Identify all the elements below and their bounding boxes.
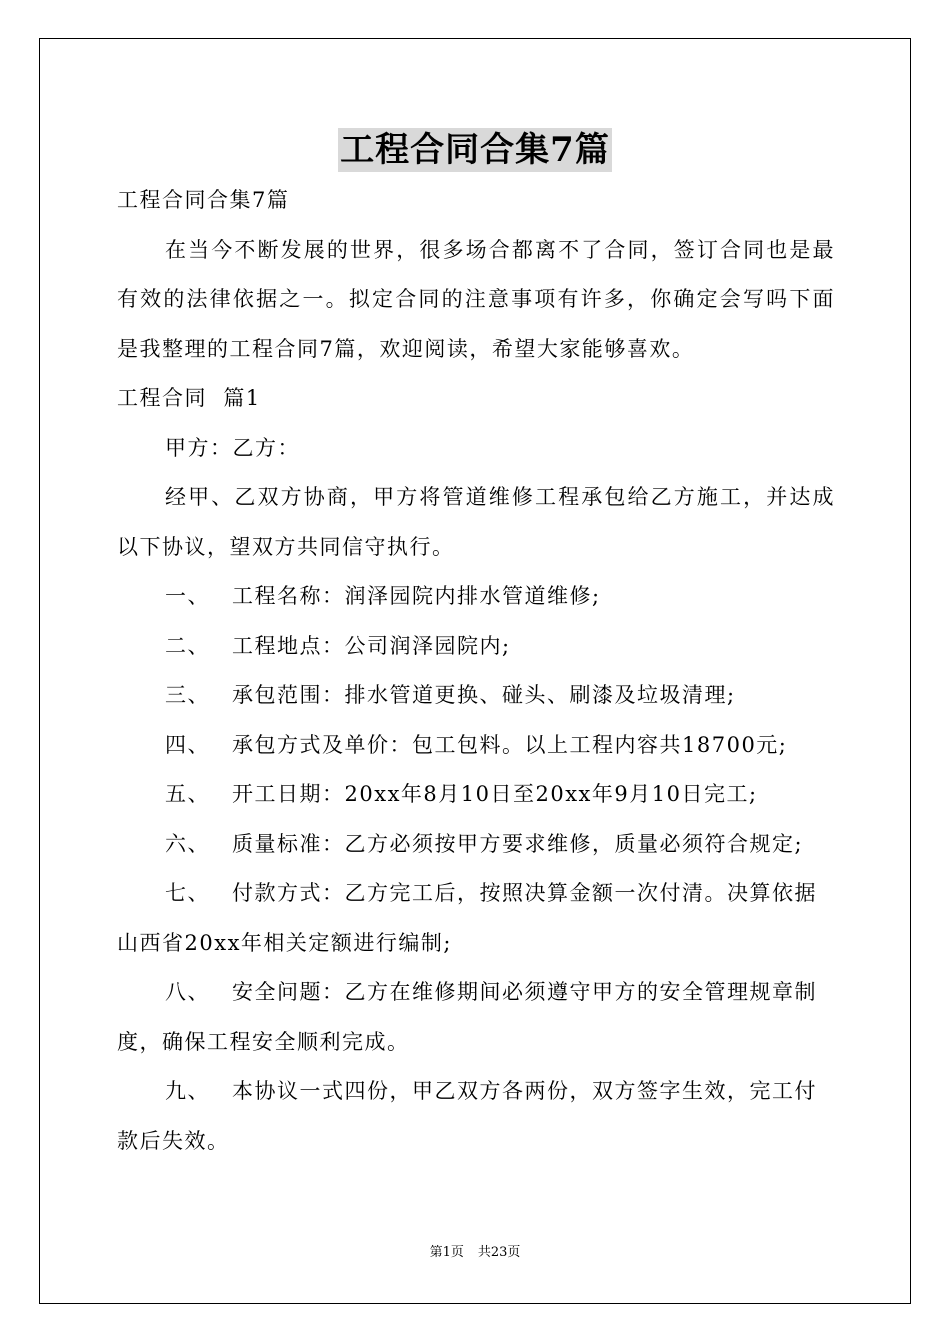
clause-text: 付款方式：乙方完工后，按照决算金额一次付清。决算依据山西省20xx年相关定额进行编制; [117,881,817,955]
clause-text: 安全问题：乙方在维修期间必须遵守甲方的安全管理规章制度，确保工程安全顺利完成。 [117,980,817,1054]
clause-number: 八、 [165,980,210,1004]
clause-item [117,770,835,820]
page-number: 第1页 [429,1245,464,1260]
clause-item [117,671,835,721]
clause-item [117,820,835,870]
clause-text: 承包范围：排水管道更换、碰头、刷漆及垃圾清理; [232,683,736,707]
clause-number: 九、 [165,1079,210,1103]
clause-item [117,572,835,622]
clause-item [117,869,835,968]
document-body [117,176,835,1166]
clause-text: 工程地点：公司润泽园院内; [232,633,511,658]
clause-item [117,721,835,771]
clause-number: 三、 [165,683,210,707]
clause-number: 二、 [165,633,210,658]
clause-text: 承包方式及单价：包工包料。以上工程内容共18700元; [232,732,788,757]
subtitle: 工程合同合集7篇 [117,188,290,212]
section-heading: 工程合同 篇1 [117,386,261,410]
clause-number: 四、 [165,732,210,757]
page-total: 共23页 [477,1245,521,1260]
intro-paragraph: 在当今不断发展的世界，很多场合都离不了合同，签订合同也是最有效的法律依据之一。拟定合同的注意事项有许多，你确定会写吗下面是我整理的工程合同7篇，欢迎阅读，希望大家能够喜欢。 [117,237,835,361]
clause-number: 七、 [165,881,210,905]
clause-text: 工程名称：润泽园院内排水管道维修; [232,584,601,608]
title-container [0,128,950,172]
clause-item [117,622,835,672]
clause-number: 六、 [165,831,210,856]
clause-text: 质量标准：乙方必须按甲方要求维修，质量必须符合规定; [232,831,804,856]
page-footer [0,1245,950,1261]
clause-text: 开工日期：20xx年8月10日至20xx年9月10日完工; [232,782,758,806]
clause-number: 一、 [165,584,210,608]
document-title: 工程合同合集7篇 [340,130,610,170]
clause-item [117,1067,835,1166]
clause-item [117,968,835,1067]
clause-text: 本协议一式四份，甲乙双方各两份，双方签字生效，完工付款后失效。 [117,1079,817,1153]
parties-line: 甲方：乙方： [165,435,300,460]
clause-number: 五、 [165,782,210,806]
agreement-intro: 经甲、乙双方协商，甲方将管道维修工程承包给乙方施工，并达成以下协议，望双方共同信守执行。 [117,485,835,559]
